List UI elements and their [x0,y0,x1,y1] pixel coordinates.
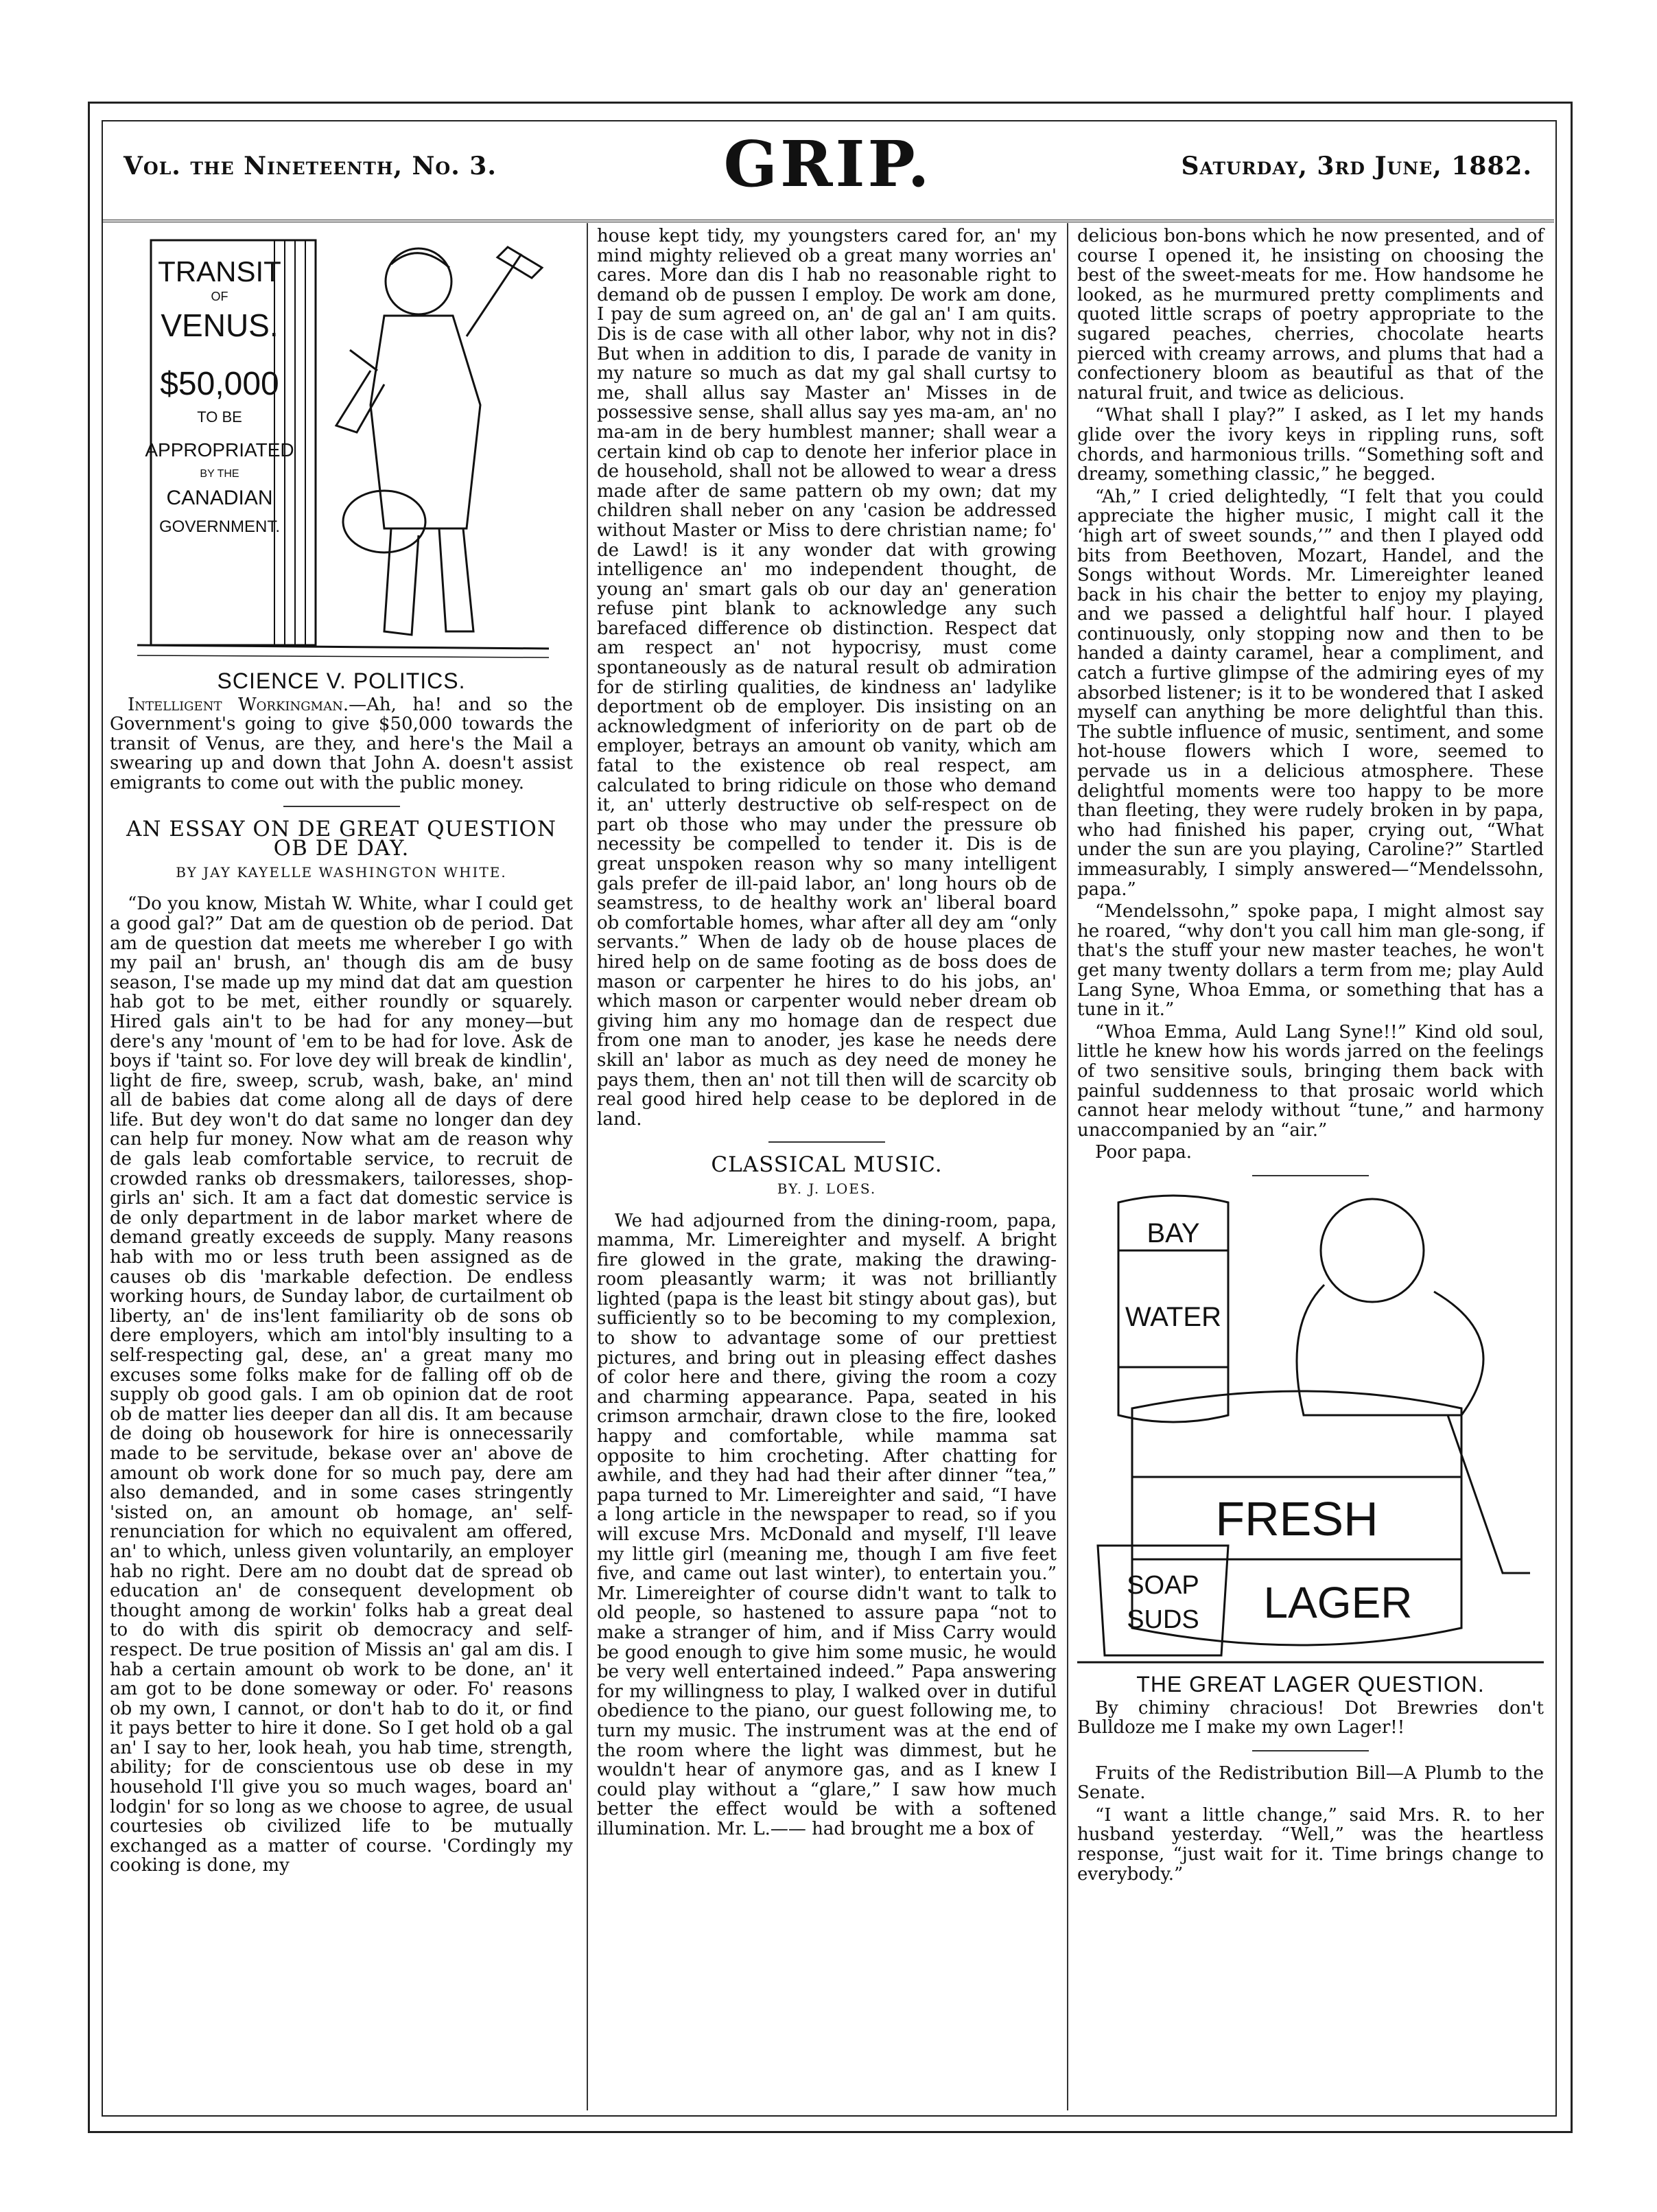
article-body-5: “Mendelssohn,” spoke papa, I might almost say he roared, “why don't you call him man gle-song, if that's the stuff your new master teaches, he won't get many twenty dollars a term from me; play Auld Lang Syne, Whoa Emma, or something that has a tune in it.” [1077,901,1544,1021]
article-ending: Poor papa. [1095,1142,1192,1163]
section-divider [768,1141,885,1143]
sign-line-6: APPROPRIATED [145,439,294,461]
sign-line-9: GOVERNMENT. [158,517,281,536]
masthead [102,120,1554,222]
sign-line-2: OF [211,290,228,303]
barrel-label-1: BAY [1147,1218,1200,1248]
essay-body-2: house kept tidy, my youngsters cared for, an' my mind mighty relieved ob a great many worries an' cares. More dan dis I hab no reasonable right to demand ob de pussen I employ. De work am done, I pay de sum agreed on, an' de gal an' I am quits. Dis is de case with all other labor, why not in dis? But when in addition to dis, I parade de vanity in my nature so much as dat my gal shall curtsy to me, shall allus say Master an' Misses in de possessive sense, shall allus say yes ma-am, an' no ma-am in de bery humblest manner; shall wear a certain kind ob cap to denote her inferior place in de household, shall not be allowed to wear a dress made after de same pattern ob my own; dat my children shall neber on any 'casion be addressed without Master or Miss to dere christian name; fo' de Lawd! is it any wonder dat with growing intelligence an' mo independent thought, de young an' smart gals ob our day an' generation refuse pint blank to acknowledge any such barefaced difference ob distinction. Respect dat am respect an' not hypocrisy, must come spontaneously as de natural result ob admiration for de stirling qualities, de kindness an' ladylike deportment ob de employer. Dis insisting on an acknowledgment of inferiority on de part ob de employer, betrays an amount ob vanity, which am fatal to the existence ob real respect, am calculated to bring ridicule on those who demand it, an' utterly destructive ob self-respect on de part ob those who may under the pressure ob necessity be compelled to tender it. Dis is de great unspoken reason why so many intelligent gals prefer de ill-paid labor, an' long hours ob de seamstress, to de healthy work an' liberal board ob comfortable homes, whar after all dey am “only servants.” When de lady ob de house places de hired help on de same footing as de boss does de mason or carpenter he hires to do his jobs, an' which mason or carpenter would neber dream ob giving him any mo homage dan de respect due from one man to anoder, jes kase he needs dere skill an' labor as much as dey need de money he pays them, then an' not till then will de scarcity ob real good hired help cease to be deplored in de land. [597,226,1057,1130]
filler-item-2: “I want a little change,” said Mrs. R. to her husband yesterday. “Well,” was the heartless response, “just wait for it. Time brings change to everybody.” [1077,1804,1544,1885]
filler-item-1: Fruits of the Redistribution Bill—A Plumb to the Senate. [1077,1762,1544,1804]
section-divider [1252,1750,1369,1751]
cartoon-dialogue: —Ah, ha! and so the Government's going to give $50,000 towards the transit of Venus, are they, and here's the Mail a swearing up and down that John A. doesn't assist emigrants to come out with the public money. [110,694,573,793]
column-1 [110,226,573,1878]
cartoon-dialogue: By chiminy chracious! Dot Brewries don't Bulldoze me I make my own Lager!! [1077,1697,1544,1738]
sign-line-1: TRANSIT [158,255,281,288]
essay-byline: BY JAY KAYELLE WASHINGTON WHITE. [176,863,507,881]
article-byline: BY. J. LOES. [777,1180,877,1197]
barrel-label-3: FRESH [1215,1491,1378,1546]
column-rule [587,223,588,2110]
article-body-1: We had adjourned from the dining-room, papa, mamma, Mr. Limereighter and myself. A bright fire glowed in the grate, making the drawing-room pleasantly warm; it was not brilliantly lighted (papa is the least bit stingy about gas), but sufficiently so to be becoming to my complexion, to show to advantage some of our prettiest pictures, and bring out in pleasing effect dashes of color here and there, giving the room a cozy and charming appearance. Papa, seated in his crimson armchair, drawn close to the fire, looked happy and comfortable, while mamma sat opposite to him crocheting. After chatting for awhile, and they had had their after dinner “tea,” papa turned to Mr. Limereighter and said, “I have a long article in the newspaper to read, so if you will excuse Mrs. McDonald and myself, I'll leave my little girl (meaning me, though I am five feet five, and came out last winter), to entertain you.” Mr. Limereighter of course didn't want to talk to old people, so hastened to assure papa “not to make a stranger of him, and if Miss Carry would be good enough to give him some music, he would be very well entertained indeed.” Papa answering for my willingness to play, I walked over in dutiful obedience to the piano, our guest following me, to turn my music. The instrument was at the end of the room where the light was dimmest, but he wouldn't hear of anymore gas, and as I knew I could play without a “glare,” I saw how much better the effect would be with a softened illumination. Mr. L.—— had brought me a box of [597,1210,1057,1839]
cartoon-caption: SCIENCE V. POLITICS. [217,668,466,693]
sign-line-7: BY THE [200,468,239,480]
column-rule [1067,223,1068,2110]
column-3 [1077,226,1544,1887]
sign-line-4: $50,000 [160,366,279,402]
tub-label-1: SOAP [1127,1570,1199,1600]
article-body-4: “Ah,” I cried delightedly, “I felt that you could appreciate the higher music, I might call it the ‘high art of sweet sounds,’” and then I played odd bits from Beethoven, Mozart, Handel, and the Songs without Words. Mr. Limereighter leaned back in his chair the better to enjoy my playing, and we passed a delightful half hour. I played continuously, only stopping now and then to be handed a dainty caramel, hear a compliment, and catch a furtive glimpse of the admiring eyes of my absorbed listener; is it to be wondered that I asked myself can anything be more delightful than this. The subtle influence of music, sentiment, and some hot-house flowers which I wore, seemed to pervade us in a delicious atmosphere. These delightful moments were too happy to be more than fleeting, they were rudely broken in by papa, who had finished his paper, crying out, “What under the sun are you playing, Caroline?” Startled immeasurably, I simply answered—“Mendelssohn, papa.” [1077,486,1544,900]
article-title: CLASSICAL MUSIC. [711,1152,943,1178]
article-body-2: delicious bon-bons which he now presented, and of course I opened it, he insisting on choosing the best of the sweet-meats for me. How handsome he looked, as he murmured pretty compliments and quoted little scraps of poetry appropriate to the sugared peaches, cherries, chocolate hearts pierced with creamy arrows, and plums that had a confectionery bloom as beautiful as that of the natural fruit, and twice as delicious. [1077,226,1544,404]
section-divider [1252,1175,1369,1176]
cartoon-caption: THE GREAT LAGER QUESTION. [1136,1671,1485,1697]
article-body-6: “Whoa Emma, Auld Lang Syne!!” Kind old soul, little he knew how his words jarred on the feelings of two sensitive souls, bringing them back with painful suddenness to that prosaic world which cannot hear melody without “tune,” and harmony unaccompanied by an “air.” [1077,1021,1544,1141]
sign-line-5: TO BE [197,408,242,426]
issue-date: Saturday, 3rd June, 1882. [1181,152,1532,181]
sign-line-3: VENUS. [161,307,279,343]
sign-line-8: CANADIAN [166,487,273,509]
essay-title: AN ESSAY ON DE GREAT QUESTION OB DE DAY. [126,816,556,861]
section-divider [283,806,400,807]
tub-label-2: SUDS [1127,1605,1199,1634]
lager-cartoon [1077,1189,1544,1669]
speaker-label: Intelligent Workingman. [128,694,349,715]
newspaper-title: GRIP. [723,127,932,201]
barrel-label-4: LAGER [1263,1577,1413,1627]
volume-number: Vol. the Nineteenth, No. 3. [124,152,497,181]
column-2 [597,226,1057,1842]
transit-of-venus-cartoon [110,226,573,666]
article-body-3: “What shall I play?” I asked, as I let my hands glide over the ivory keys in rippling runs, soft chords, and harmonious trills. “Something soft and dreamy, something classic,” he begged. [1077,405,1544,485]
barrel-label-2: WATER [1125,1301,1221,1332]
essay-body-1: “Do you know, Mistah W. White, whar I could get a good gal?” Dat am de question ob de period. Dat am de question dat meets me whereber I go with my pail an' brush, an' though dis am de busy season, I'se made up my mind dat dat am question hab got to be met, either roundly or squarely. Hired gals ain't to be had for any money—but dere's any 'mount of 'em to be had for love. Ask de boys if 'taint so. For love dey will break de kindlin', light de fire, sweep, scrub, wash, bake, an' mind all de babies dat come along all de days of dere life. But dey won't do dat same no longer dan dey can help fur money. Now what am de reason why de gals leab comfortable service, to recruit de crowded ranks ob dressmakers, tailoresses, shop-girls an' sich. It am a fact dat domestic service is de only department in de labor market where de demand greatly exceeds de supply. Many reasons hab with mo or less truth been assigned as de causes ob dis 'markable defection. De endless working hours, de Sunday labor, de curtailment ob liberty, an' de ins'lent familiarity ob de sons ob dere employers, which am intol'bly insulting to a self-respecting gal, dese, an' a great many mo excuses some folks make for de falling off ob de supply ob good gals. I am ob opinion dat de root ob de matter lies deeper dan all dis. It am because de doing ob housework for hire is onnecessarily made to be servitude, bekase over an' above de amount ob work done for so much pay, dere am also demanded, and in some cases stringently 'sisted on, an amount ob homage, an' self-renunciation for which no equivalent am offered, an' to which, unless given voluntarily, an employer hab no right. Dere am no doubt dat de spread ob education an' de consequent development ob thought among de workin' folks hab a great deal to do with dis spirit ob democracy and self-respect. De true position of Missis an' gal am dis. I hab a certain amount ob work to be done, an' it am got to be done someway or oder. Fo' reasons ob my own, I cannot, or don't hab to do it, or find it pays better to hire it done. So I get hold ob a gal an' I say to her, look heah, you hab time, strength, ability; for de conscientous use ob dese in my household I'll give you so much wages, board an' lodgin' for so long as we choose to agree, de usual courtesies ob civilized life to be mutually exchanged as a matter of course. 'Cordingly my cooking is done, my [110,894,573,1876]
